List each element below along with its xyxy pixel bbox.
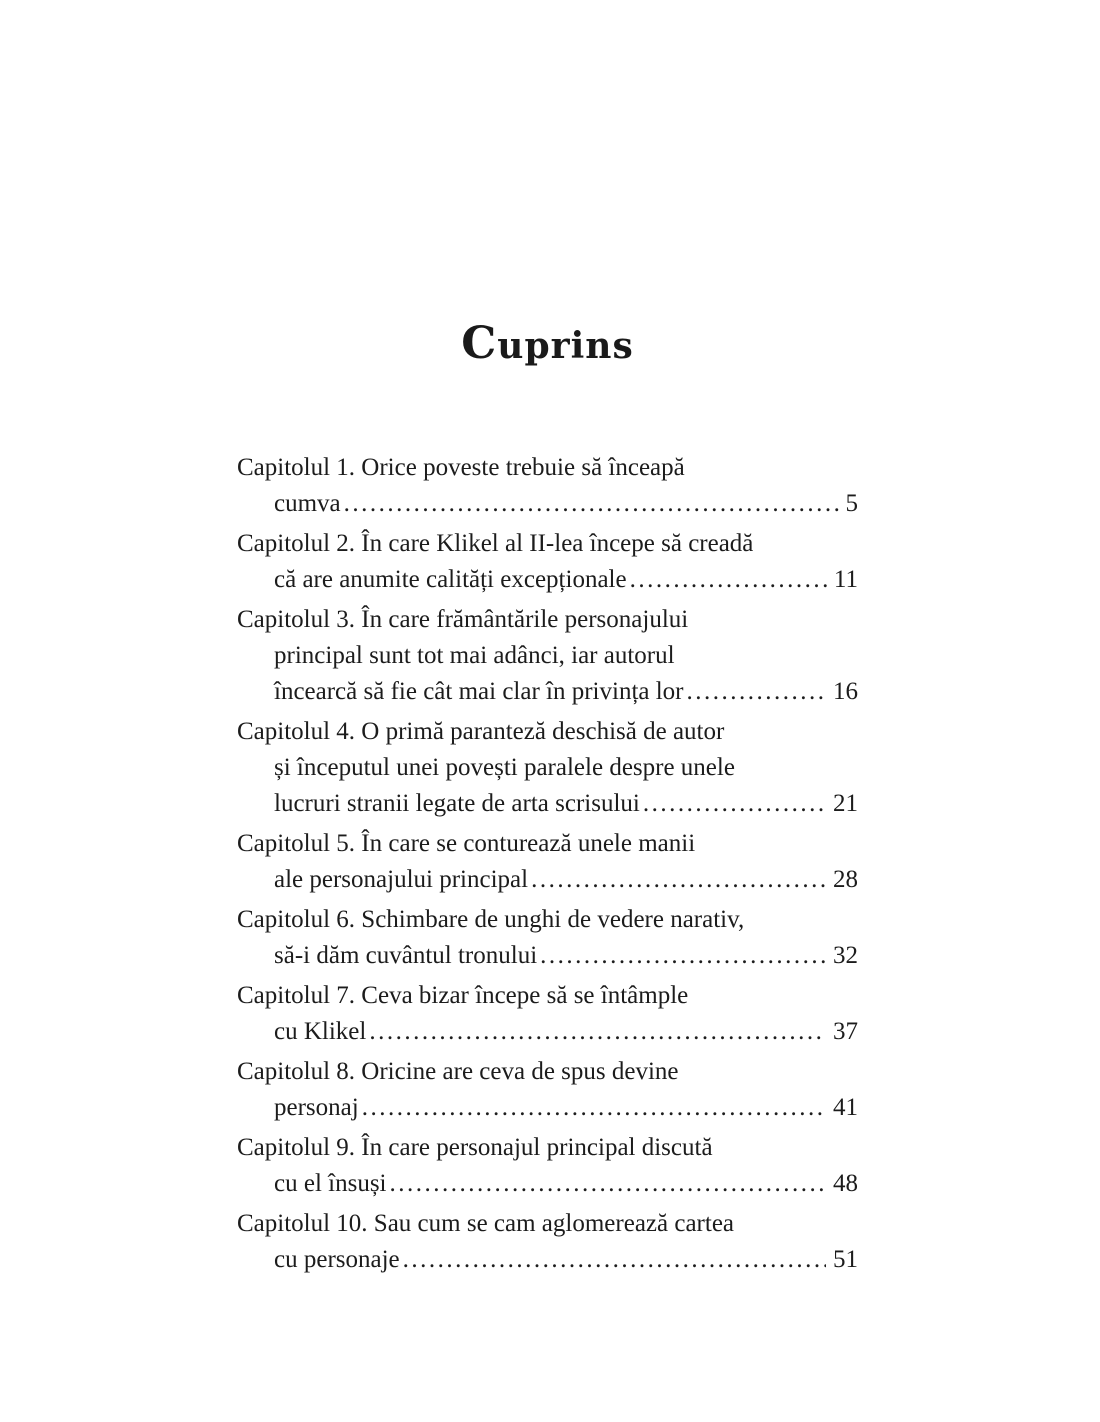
chapter-title-line: Capitolul 2. În care Klikel al II-lea începe să creadă	[237, 530, 754, 557]
page-number: 28	[833, 866, 858, 893]
chapter-continuation-line: principal sunt tot mai adânci, iar autorul	[274, 642, 675, 669]
toc-content	[237, 318, 858, 1282]
toc-entry-chapter-3	[237, 602, 858, 710]
chapter-title-line: Capitolul 5. În care se conturează unele manii	[237, 830, 696, 857]
toc-entry-chapter-1	[237, 450, 858, 522]
page-number: 51	[833, 1246, 858, 1273]
toc-entry-chapter-7	[237, 978, 858, 1050]
page-number: 32	[833, 942, 858, 969]
dot-leader	[344, 486, 839, 522]
dot-leader	[362, 1090, 826, 1126]
leader-line	[237, 1166, 858, 1202]
continuation-text: cumva	[274, 490, 341, 517]
page-number: 21	[833, 790, 858, 817]
continuation-text: cu Klikel	[274, 1018, 367, 1045]
toc-entry-chapter-9	[237, 1130, 858, 1202]
toc-entry-chapter-10	[237, 1206, 858, 1278]
continuation-text: ale personajului principal	[274, 866, 529, 893]
leader-line	[237, 938, 858, 974]
leader-line	[237, 786, 858, 822]
chapter-title-line: Capitolul 10. Sau cum se cam aglomerează cartea	[237, 1210, 735, 1237]
chapter-title-line: Capitolul 8. Oricine are ceva de spus devine	[237, 1058, 679, 1085]
chapter-title-line: Capitolul 6. Schimbare de unghi de vedere narativ,	[237, 906, 745, 933]
chapter-title-line: Capitolul 7. Ceva bizar începe să se întâmple	[237, 982, 689, 1009]
dot-leader	[369, 1014, 826, 1050]
leader-line	[237, 562, 858, 598]
leader-line	[237, 1242, 858, 1278]
toc-entry-chapter-4	[237, 714, 858, 822]
page-number: 5	[845, 490, 858, 517]
dot-leader	[531, 862, 826, 898]
dot-leader	[540, 938, 826, 974]
page-number: 16	[833, 678, 858, 705]
continuation-text: lucruri stranii legate de arta scrisului	[274, 790, 640, 817]
page-number: 48	[833, 1170, 858, 1197]
continuation-text: cu personaje	[274, 1246, 400, 1273]
chapter-continuation-line: și începutul unei povești paralele despre unele	[274, 754, 735, 781]
dot-leader	[403, 1242, 826, 1278]
chapter-title-line: Capitolul 3. În care frământările personajului	[237, 606, 689, 633]
page-number: 11	[833, 566, 858, 593]
dot-leader	[390, 1166, 827, 1202]
page-title: Cuprins	[461, 318, 634, 369]
toc-entry-chapter-2	[237, 526, 858, 598]
leader-line	[237, 486, 858, 522]
continuation-text: că are anumite calități excepționale	[274, 566, 627, 593]
dot-leader	[643, 786, 826, 822]
chapter-title-line: Capitolul 9. În care personajul principal discută	[237, 1134, 713, 1161]
leader-line	[237, 1090, 858, 1126]
dot-leader	[687, 674, 826, 710]
chapter-title-line: Capitolul 1. Orice poveste trebuie să înceapă	[237, 454, 685, 481]
toc-entry-chapter-6	[237, 902, 858, 974]
continuation-text: cu el însuși	[274, 1170, 387, 1197]
dot-leader	[630, 562, 827, 598]
leader-line	[237, 674, 858, 710]
page-number: 37	[833, 1018, 858, 1045]
leader-line	[237, 862, 858, 898]
continuation-text: personaj	[274, 1094, 359, 1121]
leader-line	[237, 1014, 858, 1050]
toc-entry-chapter-5	[237, 826, 858, 898]
chapter-title-line: Capitolul 4. O primă paranteză deschisă de autor	[237, 718, 725, 745]
toc-entry-chapter-8	[237, 1054, 858, 1126]
toc-list	[237, 450, 858, 1278]
page-number: 41	[833, 1094, 858, 1121]
continuation-text: să-i dăm cuvântul tronului	[274, 942, 538, 969]
continuation-text: încearcă să fie cât mai clar în privința lor	[274, 678, 684, 705]
